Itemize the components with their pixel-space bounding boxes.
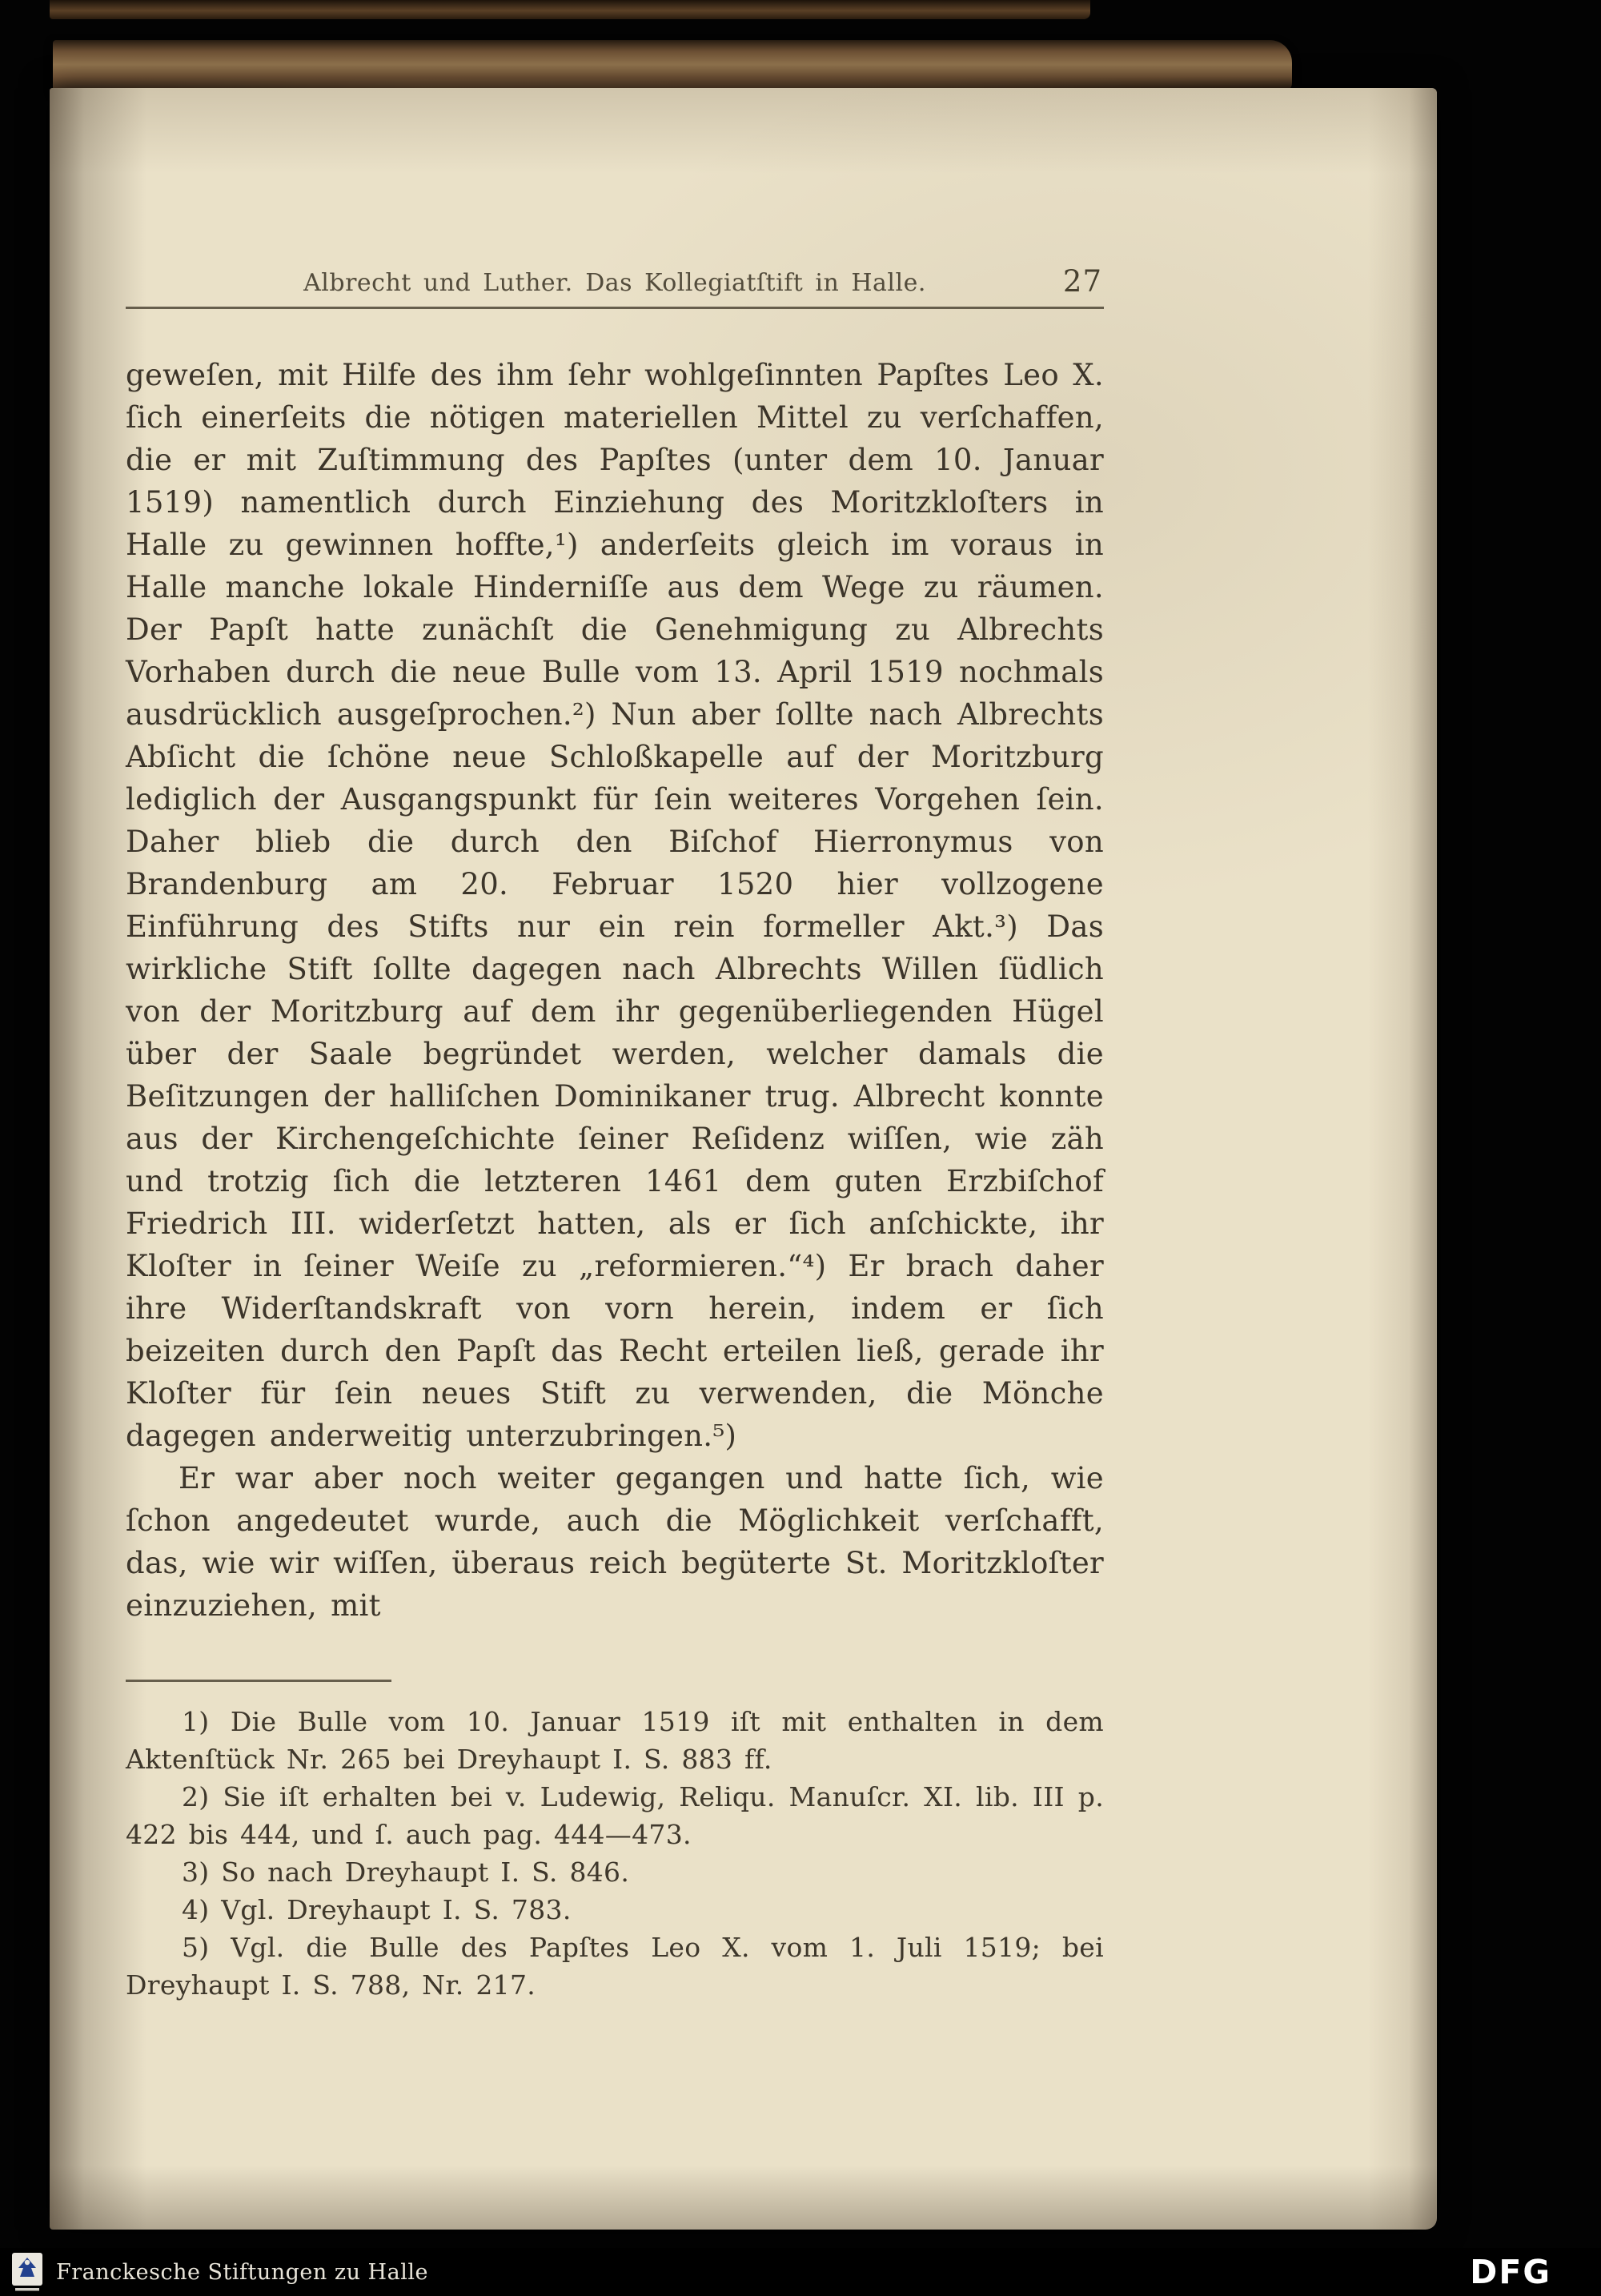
scan-footer bbox=[0, 2248, 1601, 2296]
paragraph: Er war aber noch weiter gegangen und hatte ſich, wie ſchon angedeutet wurde, auch die Möglichkeit verſchafft, das, wie wir wiſſen, überaus reich begüterte St. Moritzkloſter einzuziehen, mit bbox=[126, 1461, 1104, 1623]
book-top-edge bbox=[53, 40, 1292, 91]
book-top-edge-sliver bbox=[50, 0, 1090, 19]
page-number: 27 bbox=[1062, 264, 1102, 299]
footnote: 3) So nach Dreyhaupt I. S. 846. bbox=[182, 1856, 630, 1888]
body-text bbox=[126, 354, 1104, 1627]
dfg-logo: DFG bbox=[1470, 2253, 1551, 2291]
footnotes bbox=[126, 1703, 1104, 2004]
footnote: 1) Die Bulle vom 10. Januar 1519 iſt mit enthalten in dem Aktenſtück Nr. 265 bei Dreyhaupt I. S. 883 ff. bbox=[126, 1706, 1104, 1775]
paragraph: geweſen, mit Hilfe des ihm ſehr wohlgeſinnten Papſtes Leo X. ſich einerſeits die nötigen materiellen Mittel zu verſchaffen, die er mit Zuſtimmung des Papſtes (unter dem 10. Januar 1519) namentlich durch Einziehung des Moritzkloſters in Halle zu gewinnen hoffte,¹) anderſeits gleich im voraus in Halle manche lokale Hinderniſſe aus dem Wege zu räumen. Der Papſt hatte zunächſt die Genehmigung zu Albrechts Vorhaben durch die neue Bulle vom 13. April 1519 nochmals ausdrücklich ausgeſprochen.²) Nun aber ſollte nach Albrechts Abſicht die ſchöne neue Schloßkapelle auf der Moritzburg lediglich der Ausgangspunkt für ſein weiteres Vorgehen ſein. Daher blieb die durch den Biſchof Hierronymus von Brandenburg am 20. Februar 1520 hier vollzogene Einführung des Stifts nur ein rein formeller Akt.³) Das wirkliche Stift ſollte dagegen nach Albrechts Willen ſüdlich von der Moritzburg auf dem ihr gegenüberliegenden Hügel über der Saale begründet werden, welcher damals die Beſitzungen der halliſchen Dominikaner trug. Albrecht konnte aus der Kirchengeſchichte ſeiner Reſidenz wiſſen, wie zäh und trotzig ſich die letzteren 1461 dem guten Erzbiſchof Friedrich III. widerſetzt hatten, als er ſich anſchickte, ihr Kloſter in ſeiner Weiſe zu „reformieren.“⁴) Er brach daher ihre Widerſtandskraft von vorn herein, indem er ſich beizeiten durch den Papſt das Recht erteilen ließ, gerade ihr Kloſter für ſein neues Stift zu verwenden, die Mönche dagegen anderweitig unterzubringen.⁵) bbox=[126, 358, 1104, 1453]
footnote-separator bbox=[126, 1680, 391, 1682]
scanned-page bbox=[50, 88, 1437, 2230]
franckesche-stiftungen-emblem-icon bbox=[11, 2252, 43, 2292]
running-header bbox=[126, 264, 1104, 299]
running-title: Albrecht und Luther. Das Kollegiatſtift in Halle. bbox=[303, 269, 926, 297]
header-rule bbox=[126, 307, 1104, 309]
institution-label: Franckesche Stiftungen zu Halle bbox=[56, 2259, 428, 2285]
footnote: 2) Sie iſt erhalten bei v. Ludewig, Reliqu. Manuſcr. XI. lib. III p. 422 bis 444, und ſ. auch pag. 444—473. bbox=[126, 1781, 1104, 1850]
text-block bbox=[126, 264, 1104, 2004]
footnote: 5) Vgl. die Bulle des Papſtes Leo X. vom 1. Juli 1519; bei Dreyhaupt I. S. 788, Nr. 217. bbox=[126, 1932, 1104, 2001]
footnote: 4) Vgl. Dreyhaupt I. S. 783. bbox=[182, 1894, 572, 1925]
